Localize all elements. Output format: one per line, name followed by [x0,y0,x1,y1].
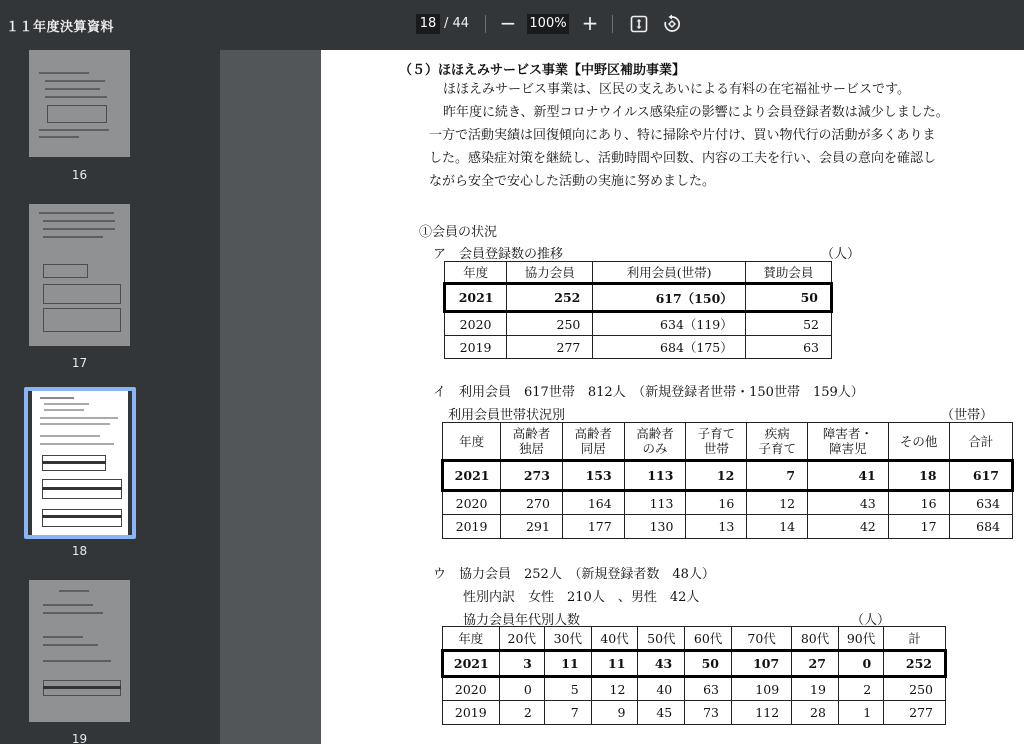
header-text: 賛助会員 [763,264,814,280]
table-header-cell [593,262,745,284]
document-viewer[interactable] [220,50,1024,744]
table-header-cell [685,627,732,651]
paragraph-line: 昨年度に続き、新型コロナウイルス感染症の影響により会員登録者数は減少しました。 [443,105,949,120]
page-total: / 44 [444,16,470,31]
table-header-cell [732,627,792,651]
paragraph-line: ながら安全で安心した活動の実施に努めました。 [429,174,716,189]
header-text: 30代 [553,630,582,646]
header-text: 合計 [968,433,994,449]
pdf-toolbar [0,0,1024,50]
value-cell: 13 [686,515,747,539]
header-text: 疾病 [764,426,790,441]
page-thumbnail-16[interactable] [29,50,130,157]
header-text: 世帯 [703,441,729,456]
value-cell: 130 [624,515,686,539]
value-cell: 27 [792,651,839,677]
year-cell: 2019 [443,515,501,539]
fit-to-page-icon[interactable] [630,15,648,33]
table-header-cell [443,423,501,461]
value-cell: 250 [884,677,946,701]
value-cell: 52 [745,312,831,336]
table-row [443,701,946,725]
value-cell: 112 [732,701,792,725]
value-cell: 617（150） [593,284,745,312]
table-header-cell [949,423,1012,461]
header-text: 60代 [693,630,723,646]
table-header-cell [445,262,507,284]
value-cell: 277 [507,336,593,359]
table-c-unit: （人） [851,613,891,628]
year-cell: 2021 [443,461,501,491]
header-text: 年度 [458,630,484,646]
value-cell: 12 [591,677,638,701]
subsection-title: ①会員の状況 [419,225,498,240]
value-cell: 14 [747,515,808,539]
table-row [445,336,832,359]
year-cell: 2020 [443,677,500,701]
header-text: 協力会員 [524,264,575,280]
value-cell: 252 [507,284,593,312]
value-cell: 16 [888,491,949,515]
value-cell: 252 [884,651,946,677]
value-cell: 63 [685,677,732,701]
toolbar-divider [612,15,613,33]
header-text: 50代 [647,630,676,646]
user-household-table [441,422,1014,539]
header-text: 70代 [747,630,776,646]
year-cell: 2019 [445,336,507,359]
thumbnail-label: 17 [71,356,88,370]
table-header-cell [808,423,889,461]
table-header-cell [624,423,686,461]
header-text: 年度 [463,264,489,280]
value-cell: 2 [838,677,883,701]
value-cell: 634 [949,491,1012,515]
rotate-icon[interactable] [662,14,682,34]
page-thumbnail-19[interactable] [29,580,130,722]
header-text: 独居 [519,441,545,456]
value-cell: 9 [591,701,638,725]
table-row [443,491,1013,515]
value-cell: 41 [808,461,889,491]
value-cell: 634（119） [593,312,745,336]
value-cell: 11 [591,651,638,677]
paragraph-line: 一方で活動実績は回復傾向にあり、特に掃除や片付け、買い物代行の活動が多くありま [429,128,936,143]
table-b-subtitle: 利用会員世帯状況別 [448,408,566,423]
value-cell: 18 [888,461,949,491]
thumbnail-sidebar [0,50,220,744]
page-number-input[interactable]: 18 [416,14,440,34]
year-cell: 2021 [443,651,500,677]
document-title: １１年度決算資料 [6,20,115,35]
value-cell: 113 [624,491,686,515]
value-cell: 0 [838,651,883,677]
table-header-cell [838,627,883,651]
value-cell: 12 [747,491,808,515]
table-header-cell [443,627,500,651]
year-cell: 2020 [445,312,507,336]
table-header-cell [792,627,839,651]
header-text: 子育て [697,426,736,441]
header-text: 80代 [800,630,830,646]
value-cell: 0 [499,677,544,701]
table-header-cell [501,423,563,461]
value-cell: 2 [499,701,544,725]
table-header-cell [884,627,946,651]
value-cell: 7 [747,461,808,491]
value-cell: 40 [638,677,685,701]
table-header-cell [507,262,593,284]
paragraph-line: した。感染症対策を継続し、活動時間や回数、内容の工夫を行い、会員の意向を確認し [429,151,937,166]
table-header-cell [888,423,949,461]
table-header-cell [499,627,544,651]
pdf-page [321,50,1024,744]
value-cell: 107 [732,651,792,677]
value-cell: 273 [501,461,563,491]
table-a-title: ア 会員登録数の推移 [433,247,564,262]
header-text: 子育て [758,441,796,456]
toolbar-divider [485,15,486,33]
value-cell: 277 [884,701,946,725]
value-cell: 250 [507,312,593,336]
value-cell: 12 [686,461,747,491]
header-text: その他 [899,433,938,449]
value-cell: 684（175） [593,336,745,359]
table-b-title: イ 利用会員 617世帯 812人 （新規登録者世帯・150世帯 159人） [433,385,864,400]
page-thumbnail-18[interactable] [32,391,128,535]
header-text: 40代 [600,630,629,646]
header-text: 障害児 [829,441,867,456]
header-text: 計 [908,630,921,646]
value-cell: 1 [838,701,883,725]
table-row [443,515,1013,539]
value-cell: 270 [501,491,563,515]
value-cell: 45 [638,701,685,725]
table-row [443,677,946,701]
section-heading: （５）ほほえみサービス事業【中野区補助事業】 [399,63,686,78]
value-cell: 164 [562,491,624,515]
table-row [445,312,832,336]
value-cell: 42 [808,515,889,539]
value-cell: 73 [685,701,732,725]
year-cell: 2019 [443,701,500,725]
value-cell: 43 [638,651,685,677]
value-cell: 50 [745,284,831,312]
gender-breakdown: 性別内訳 女性 210人 、男性 42人 [463,590,700,605]
table-row [445,284,832,312]
value-cell: 11 [544,651,591,677]
zoom-out-button[interactable]: − [499,11,517,35]
table-c-title: ウ 協力会員 252人 （新規登録者数 48人） [433,567,715,582]
value-cell: 684 [949,515,1012,539]
value-cell: 50 [685,651,732,677]
value-cell: 17 [888,515,949,539]
header-text: 90代 [846,630,876,646]
year-cell: 2021 [445,284,507,312]
header-text: 利用会員(世帯) [626,264,712,280]
value-cell: 19 [792,677,839,701]
value-cell: 153 [562,461,624,491]
year-cell: 2020 [443,491,501,515]
value-cell: 63 [745,336,831,359]
header-text: のみ [642,441,668,456]
value-cell: 291 [501,515,563,539]
value-cell: 28 [792,701,839,725]
age-group-table [441,626,947,725]
value-cell: 43 [808,491,889,515]
thumbnail-label: 18 [71,544,88,558]
table-b-unit: （世帯） [941,408,994,423]
header-text: 高齢者 [512,426,551,441]
thumbnail-label: 16 [71,168,88,182]
header-text: 高齢者 [574,426,613,441]
table-header-cell [745,262,831,284]
header-text: 年度 [459,433,485,449]
thumbnail-label: 19 [71,732,88,744]
zoom-level-input[interactable]: 100% [527,14,569,34]
table-header-cell [747,423,808,461]
table-row [443,461,1013,491]
page-thumbnail-17[interactable] [29,204,130,346]
table-header-cell [591,627,638,651]
table-header-cell [562,423,624,461]
value-cell: 5 [544,677,591,701]
table-header-cell [686,423,747,461]
value-cell: 109 [732,677,792,701]
header-text: 同居 [580,441,606,456]
zoom-in-button[interactable]: + [581,11,599,35]
table-header-cell [544,627,591,651]
table-c-subtitle: 協力会員年代別人数 [463,613,581,628]
paragraph-line: ほほえみサービス事業は、区民の支えあいによる有料の在宅福祉サービスです。 [443,82,910,97]
value-cell: 16 [686,491,747,515]
value-cell: 177 [562,515,624,539]
value-cell: 617 [949,461,1012,491]
value-cell: 7 [544,701,591,725]
table-a-unit: （人） [821,247,861,262]
table-header-cell [638,627,685,651]
header-text: 障害者・ [822,426,873,441]
header-text: 20代 [507,630,536,646]
table-row [443,651,946,677]
member-registration-table [443,261,833,359]
header-text: 高齢者 [636,426,674,441]
value-cell: 113 [624,461,686,491]
value-cell: 3 [499,651,544,677]
